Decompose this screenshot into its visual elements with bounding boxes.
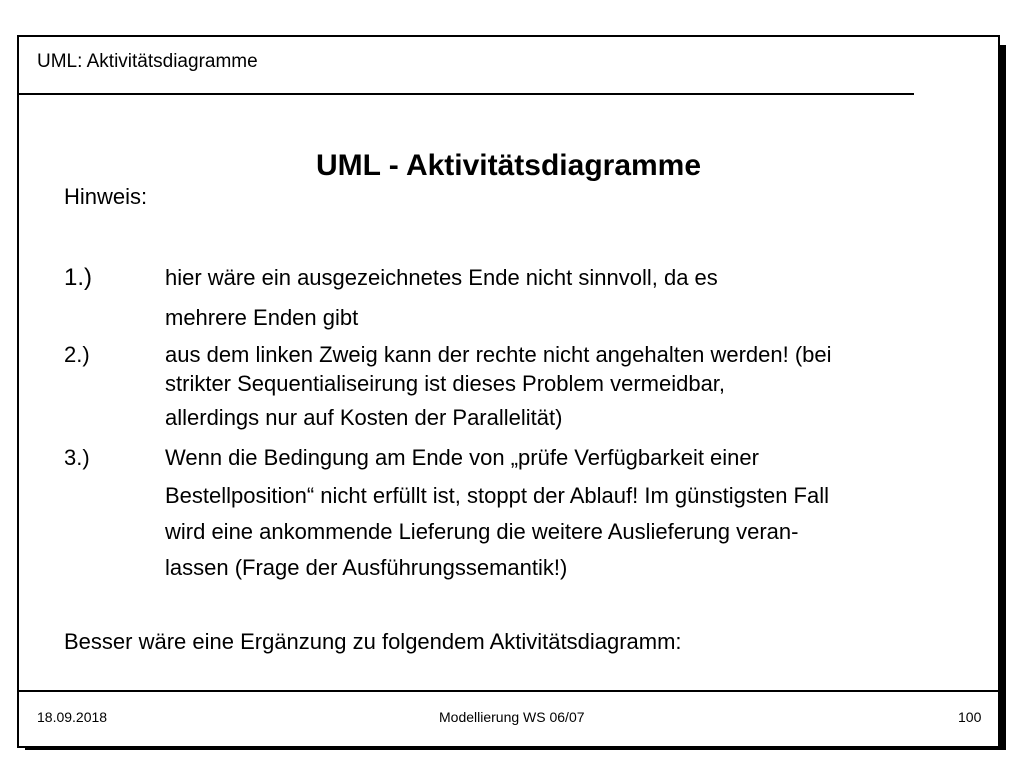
- item-2-line-3: allerdings nur auf Kosten der Parallelität): [165, 405, 563, 430]
- item-2-number: 2.): [64, 342, 90, 367]
- footer-page-number: 100: [958, 709, 982, 725]
- header-divider: [19, 93, 914, 95]
- footer-divider: [19, 690, 998, 692]
- header-title: UML: Aktivitätsdiagramme: [37, 51, 258, 72]
- item-1-line-2: mehrere Enden gibt: [165, 305, 359, 330]
- item-1-number: 1.): [64, 264, 93, 291]
- footer-course: Modellierung WS 06/07: [439, 709, 585, 725]
- item-3-line-4: lassen (Frage der Ausführungssemantik!): [165, 555, 568, 580]
- item-2-line-2: strikter Sequentialiseirung ist dieses Problem vermeidbar,: [165, 371, 726, 396]
- hinweis-label: Hinweis:: [64, 184, 148, 209]
- item-3-line-2: Bestellposition“ nicht erfüllt ist, stoppt der Ablauf! Im günstigsten Fall: [165, 483, 829, 508]
- item-1-line-1: hier wäre ein ausgezeichnetes Ende nicht sinnvoll, da es: [165, 265, 718, 290]
- page-title: UML - Aktivitätsdiagramme: [315, 149, 702, 182]
- slide: [17, 35, 1000, 748]
- item-3-number: 3.): [64, 445, 90, 470]
- closing-text: Besser wäre eine Ergänzung zu folgendem Aktivitätsdiagramm:: [64, 629, 682, 654]
- item-3-line-3: wird eine ankommende Lieferung die weitere Auslieferung veran-: [165, 519, 799, 544]
- item-3-line-1: Wenn die Bedingung am Ende von „prüfe Verfügbarkeit einer: [165, 445, 759, 470]
- footer-date: 18.09.2018: [37, 709, 108, 725]
- item-2-line-1: aus dem linken Zweig kann der rechte nicht angehalten werden! (bei: [165, 342, 832, 367]
